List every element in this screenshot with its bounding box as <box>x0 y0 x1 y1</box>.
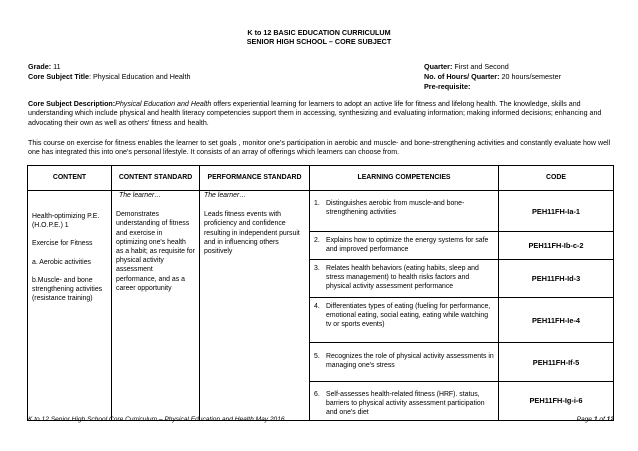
performance-standard-text: Leads fitness events with proficiency and confidence resulting in independent pursuit and in influencing others positively <box>204 211 300 256</box>
hours-line <box>424 72 561 82</box>
competency-cell <box>310 343 499 382</box>
competency-text: Explains how to optimize the energy systems for safe and improved performance <box>326 237 489 254</box>
competency-number: 2. <box>314 237 320 244</box>
competency-text: Differentiates types of eating (fueling for performance, emotional eating, social eating, eating while watching tv or sports events) <box>326 303 491 329</box>
document-title-line1: K to 12 BASIC EDUCATION CURRICULUM <box>247 28 391 37</box>
footer-curriculum-title: K to 12 Senior High School Core Curriculum – Physical Education and Health May 2016 <box>28 416 285 423</box>
course-description: This course on exercise for fitness enables the learner to set goals , monitor one's participation in aerobic and muscle- and bone-strengthening activities and constantly evaluate how well one has integrated this into one's personal lifestyle. It consists of an array of offerings which learners can choose from. <box>28 139 611 157</box>
grade-value: 11 <box>51 62 61 71</box>
prereq-line <box>424 82 470 92</box>
code-cell: PEH11FH-Id-3 <box>499 260 614 298</box>
content-line: b.Muscle- and bone strengthening activities (resistance training) <box>32 276 103 303</box>
table-row <box>28 191 614 232</box>
description-label: Core Subject Description: <box>28 100 116 108</box>
page-total: 12 <box>606 416 614 423</box>
content-standard-intro: The learner… <box>119 192 162 199</box>
description-text: offers experiential learning for learners to adopt an active life for fitness and lifelong health. The knowledge, skills and understanding which include physical and health literacy competencies support them in accessing, synthesizing and evaluating information; making informed decisions; enhancing and advocating their own as well as others' fitness and health. <box>28 100 602 127</box>
code-cell: PEH11FH-Ia-1 <box>499 191 614 232</box>
subject-line <box>28 72 190 82</box>
page-of: of <box>597 416 607 423</box>
grade-line <box>28 62 61 72</box>
code-cell: PEH11FH-If-5 <box>499 343 614 382</box>
header-content: CONTENT <box>28 166 112 191</box>
competency-text: Relates health behaviors (eating habits, sleep and stress management) to health risks factors and physical activity assessment performance <box>326 265 479 291</box>
competency-cell <box>310 191 499 232</box>
hours-value: 20 hours/semester <box>499 72 562 81</box>
performance-standard-cell <box>200 191 310 421</box>
curriculum-table <box>27 165 614 421</box>
subject-description <box>28 100 614 128</box>
hours-label: No. of Hours/ Quarter: <box>424 72 500 81</box>
quarter-value: First and Second <box>452 62 509 71</box>
header-performance-standard: PERFORMANCE STANDARD <box>200 166 310 191</box>
competency-number: 6. <box>314 391 320 398</box>
quarter-label: Quarter: <box>424 62 453 71</box>
competency-text: Recognizes the role of physical activity assessments in managing one's stress <box>326 353 494 370</box>
page-current: 1 <box>593 416 598 423</box>
competency-number: 3. <box>314 265 320 272</box>
competency-cell <box>310 260 499 298</box>
footer-page-number <box>577 416 614 423</box>
content-line: Exercise for Fitness <box>32 240 93 248</box>
code-cell: PEH11FH-Ig-i-6 <box>499 382 614 421</box>
content-cell <box>28 191 112 421</box>
description-subject: Physical Education and Health <box>115 100 212 108</box>
page-prefix: Page <box>576 416 594 423</box>
subject-value: : Physical Education and Health <box>88 72 191 81</box>
header-code: CODE <box>499 166 614 191</box>
competency-number: 5. <box>314 353 320 360</box>
content-line: (H.O.P.E.) 1 <box>32 222 69 230</box>
competency-cell <box>310 232 499 260</box>
document-title-line2: SENIOR HIGH SCHOOL – CORE SUBJECT <box>246 37 392 46</box>
competency-number: 1. <box>314 200 320 207</box>
content-line: Health-optimizing P.E. <box>32 213 100 220</box>
subject-label: Core Subject Title <box>28 72 89 81</box>
code-cell: PEH11FH-Ib-c-2 <box>499 232 614 260</box>
content-standard-text: Demonstrates understanding of fitness and exercise in optimizing one's health as a habit; as requisite for physical activity assessment performance, and as a career opportunity <box>116 211 195 292</box>
header-content-standard: CONTENT STANDARD <box>112 166 200 191</box>
competency-text: Distinguishes aerobic from muscle-and bone-strengthening activities <box>326 200 465 217</box>
content-line: a. Aerobic activities <box>32 258 91 266</box>
competency-number: 4. <box>314 303 320 310</box>
competency-text: Self-assesses health-related fitness (HRF). status, barriers to physical activity assessment participation and one's diet <box>326 391 485 417</box>
performance-standard-intro: The learner… <box>204 192 247 199</box>
grade-label: Grade: <box>28 62 52 71</box>
competency-cell <box>310 298 499 343</box>
header-learning-competencies: LEARNING COMPETENCIES <box>310 166 499 191</box>
prereq-label: Pre-requisite: <box>424 82 471 91</box>
table-header-row <box>28 166 614 191</box>
quarter-line <box>424 62 509 72</box>
competency-cell <box>310 382 499 421</box>
code-cell: PEH11FH-Ie-4 <box>499 298 614 343</box>
content-standard-cell <box>112 191 200 421</box>
